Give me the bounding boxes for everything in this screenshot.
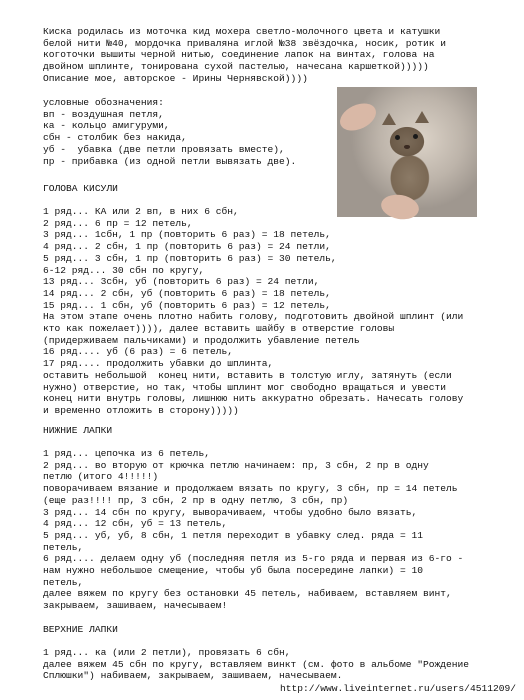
legend-line: условные обозначения: [43,97,164,108]
row-line: кто как пожелает)))), далее вставить шайбу в отверстие головы [43,323,395,335]
head-rows [43,206,463,417]
row-line: 13 ряд... 3сбн, уб (повторить 6 раз) = 24 петли, [43,276,320,288]
legend-line: ка - кольцо амигуруми, [43,120,170,132]
row-line: петель, [43,576,84,588]
upper-paws-title [43,624,118,636]
section-heading: ВЕРХНИЕ ЛАПКИ [43,624,118,635]
row-line: 4 ряд... 2 сбн, 1 пр (повторить 6 раз) = 24 петли, [43,241,331,253]
ear-left-icon [382,113,396,125]
row-line: 1 ряд... ка (или 2 петли), провязать 6 сбн, [43,647,291,658]
row-line: оставить небольшой конец нити, вставить в толстую иглу, затянуть (если [43,369,452,381]
row-line: и временно отложить в сторону))))) [43,404,239,416]
row-line: закрываем, зашиваем, начесываем! [43,600,228,612]
nose-icon [404,145,410,149]
legend-block [43,97,296,167]
intro-paragraph [43,26,446,85]
row-line: 15 ряд... 1 сбн, уб (повторить 6 раз) = 12 петель, [43,299,331,311]
row-line: 17 ряд.... продолжить убавки до шплинта, [43,358,274,370]
row-line: 6 ряд.... делаем одну уб (последняя петля из 5-го ряда и первая из 6-го - [43,553,464,565]
intro-line: белой нити №40, мордочка приваляна иглой №38 звёздочка, носик, ротик и [43,37,447,49]
row-line: 6-12 ряд... 30 сбн по кругу, [43,264,205,276]
row-line: 5 ряд... 3 сбн, 1 пр (повторить 6 раз) = 30 петель, [43,252,337,264]
intro-line: двойном шплинте, тонирована сухой пастелью, начесана каршеткой))))) [43,61,429,73]
row-line: 2 ряд... во вторую от крючка петлю начинаем: пр, 3 сбн, 2 пр в одну [43,459,429,471]
ear-right-icon [415,111,429,123]
row-line: 2 ряд... 6 пр = 12 петель, [43,217,193,229]
legend-line: пр - прибавка (из одной петли вывязать две). [43,155,297,167]
head-section-title [43,183,118,195]
row-line: далее вяжем 45 сбн по кругу, вставляем винкт (см. фото в альбоме "Рождение [43,658,470,670]
kitten-photo [337,87,477,217]
row-line: 5 ряд... уб, уб, 8 сбн, 1 петля переходит в убавку след. ряда = 11 [43,529,423,541]
row-line: 3 ряд... 14 сбн по кругу, выворачиваем, чтобы удобно было вязать, [43,506,418,518]
legend-line: вп - воздушная петля, [43,108,164,120]
intro-line: коготочки вышиты черной нитью, соединение лапок на винтах, голова на [43,49,435,61]
row-line: 1 ряд... КА или 2 вп, в них 6 сбн, [43,206,239,217]
row-line: петлю (итого 4!!!!!) [43,471,159,483]
upper-paws-rows [43,647,469,682]
row-line: 1 ряд... цепочка из 6 петель, [43,448,210,459]
lower-paws-rows [43,448,463,612]
row-line: поворачиваем вязание и продолжаем вязать по кругу, 3 сбн, пр = 14 петель [43,483,458,495]
row-line: 16 ряд.... уб (6 раз) = 6 петель, [43,346,233,358]
intro-line: Описание мое, авторское - Ирины Чернявской)))) [43,72,308,84]
lower-paws-title [43,425,112,437]
section-heading: ГОЛОВА КИСУЛИ [43,183,118,194]
source-url[interactable]: http://www.liveinternet.ru/users/4511209/ [279,683,516,694]
row-line: На этом этапе очень плотно набить голову, подготовить двойной шплинт (или [43,311,464,323]
row-line: (еще раз!!!! пр, 3 сбн, 2 пр в одну петлю, 3 сбн, пр) [43,494,349,506]
row-line: 3 ряд... 1сбн, 1 пр (повторить 6 раз) = 18 петель, [43,229,331,241]
row-line: нам нужно небольшое смещение, чтобы уб была посередине лапки) = 10 [43,565,423,577]
row-line: (придерживаем пальчиками) и продолжить убавление петель [43,334,360,346]
hand-icon [336,98,381,136]
legend-line: уб - убавка (две петли провязать вместе), [43,143,285,155]
eye-right-icon [413,134,418,139]
intro-line: Киска родилась из моточка кид мохера светло-молочного цвета и катушки [43,26,441,37]
row-line: нужно) отверстие, но так, чтобы шплинт мог свободно вращаться и увести [43,381,447,393]
row-line: 14 ряд... 2 сбн, уб (повторить 6 раз) = 18 петель, [43,287,331,299]
section-heading: НИЖНИЕ ЛАПКИ [43,425,113,436]
legend-line: сбн - столбик без накида, [43,132,187,144]
row-line: 4 ряд... 12 сбн, уб = 13 петель, [43,518,228,530]
row-line: Сплюшки") набиваем, закрываем, зашиваем, начесываем. [43,670,343,682]
row-line: далее вяжем по кругу без остановки 45 петель, набиваем, вставляем винт, [43,588,452,600]
row-line: петель, [43,541,84,553]
row-line: конец нити внутрь головы, лишнюю нить аккуратно обрезать. Начесать голову [43,393,464,405]
eye-left-icon [395,135,400,140]
